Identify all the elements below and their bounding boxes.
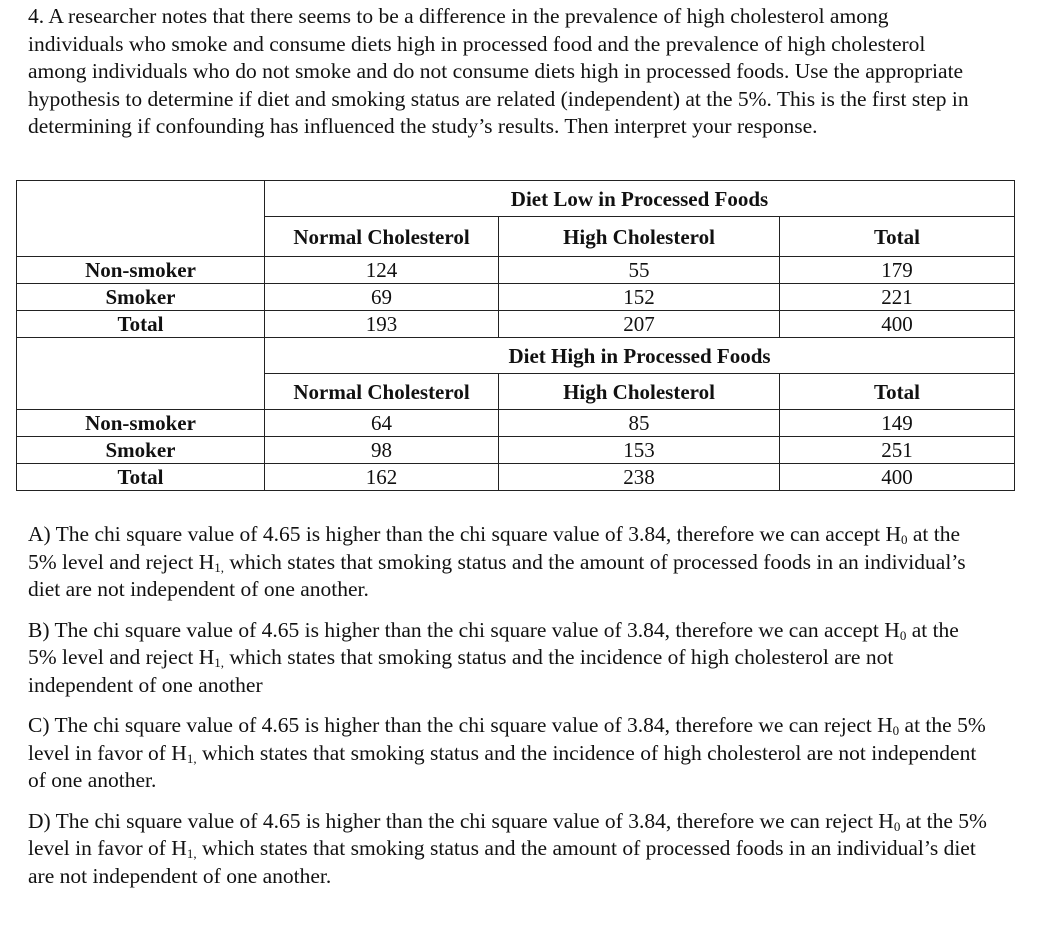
table-row <box>17 464 1015 491</box>
section-title-low: Diet Low in Processed Foods <box>265 181 1015 217</box>
table-cell: 162 <box>265 464 499 491</box>
option-text: at the 5% level in favor of H <box>28 713 986 765</box>
answer-option-a[interactable] <box>28 521 988 604</box>
table-cell: 69 <box>265 284 499 311</box>
table-cell: 207 <box>499 311 780 338</box>
answer-option-b[interactable] <box>28 617 988 700</box>
table-row <box>17 410 1015 437</box>
option-text: which states that smoking status and the incidence of high cholesterol are not independent of one another. <box>28 740 977 792</box>
table-cell: 124 <box>265 257 499 284</box>
contingency-table <box>16 180 1015 491</box>
subscript-alt: 1, <box>186 846 197 861</box>
option-text: C) The chi square value of 4.65 is higher than the chi square value of 3.84, therefore we can reject H <box>28 713 893 737</box>
row-label: Non-smoker <box>17 257 265 284</box>
table-corner-cell <box>17 181 265 257</box>
table-section-header <box>17 338 1015 374</box>
question-text: 4. A researcher notes that there seems to be a difference in the prevalence of high cholesterol among individuals who smoke and consume diets high in processed food and the prevalence of high cholesterol among individuals who do not smoke and do not consume diets high in processed foods. Use the appropriate hypothesis to determine if diet and smoking status are related (independent) at the 5%. This is the first step in determining if confounding has influenced the study’s results. Then interpret your response. <box>28 4 969 138</box>
table-cell: 221 <box>780 284 1015 311</box>
table-cell: 238 <box>499 464 780 491</box>
column-header: Total <box>780 374 1015 410</box>
row-label: Non-smoker <box>17 410 265 437</box>
subscript-null: 0 <box>893 818 901 834</box>
row-label: Smoker <box>17 284 265 311</box>
column-header: Normal Cholesterol <box>265 374 499 410</box>
table-cell: 400 <box>780 464 1015 491</box>
table-cell: 251 <box>780 437 1015 464</box>
table-row <box>17 284 1015 311</box>
answer-option-d[interactable] <box>28 808 988 891</box>
column-header: High Cholesterol <box>499 217 780 257</box>
table-corner-cell <box>17 338 265 410</box>
table-cell: 98 <box>265 437 499 464</box>
column-header: Normal Cholesterol <box>265 217 499 257</box>
subscript-null: 0 <box>899 627 907 643</box>
option-text: which states that smoking status and the incidence of high cholesterol are not independent of one another <box>28 645 894 697</box>
subscript-null: 0 <box>901 532 908 547</box>
subscript-alt: 1, <box>214 559 224 575</box>
column-header: High Cholesterol <box>499 374 780 410</box>
table-cell: 400 <box>780 311 1015 338</box>
subscript-alt: 1, <box>186 750 197 766</box>
option-text: B) The chi square value of 4.65 is higher than the chi square value of 3.84, therefore we can accept H <box>28 617 900 642</box>
section-title-high: Diet High in Processed Foods <box>265 338 1015 374</box>
table-cell: 55 <box>499 257 780 284</box>
column-header: Total <box>780 217 1015 257</box>
table-cell: 64 <box>265 410 499 437</box>
row-label: Smoker <box>17 437 265 464</box>
table-section-header <box>17 181 1015 217</box>
answer-option-c[interactable] <box>28 712 988 795</box>
table-cell: 85 <box>499 410 780 437</box>
table-row <box>17 257 1015 284</box>
option-text: at the 5% level in favor of H <box>28 808 987 860</box>
table-row <box>17 437 1015 464</box>
row-label: Total <box>17 464 265 491</box>
row-label: Total <box>17 311 265 338</box>
option-text: at the 5% level and reject H <box>28 522 961 574</box>
table-cell: 152 <box>499 284 780 311</box>
option-text: which states that smoking status and the amount of processed foods in an individual’s diet are not independent of one another. <box>28 836 976 888</box>
answer-options <box>28 521 988 903</box>
option-text: at the 5% level and reject H <box>28 617 959 669</box>
table-cell: 149 <box>780 410 1015 437</box>
table-cell: 193 <box>265 311 499 338</box>
option-text: which states that smoking status and the amount of processed foods in an individual’s diet are not independent of one another. <box>28 549 966 601</box>
table-row <box>17 311 1015 338</box>
option-text: D) The chi square value of 4.65 is higher than the chi square value of 3.84, therefore we can reject H <box>28 808 894 833</box>
subscript-null: 0 <box>892 723 900 738</box>
subscript-alt: 1, <box>214 655 224 670</box>
option-text: A) The chi square value of 4.65 is higher than the chi square value of 3.84, therefore we can accept H <box>28 522 901 546</box>
table-cell: 179 <box>780 257 1015 284</box>
table-cell: 153 <box>499 437 780 464</box>
